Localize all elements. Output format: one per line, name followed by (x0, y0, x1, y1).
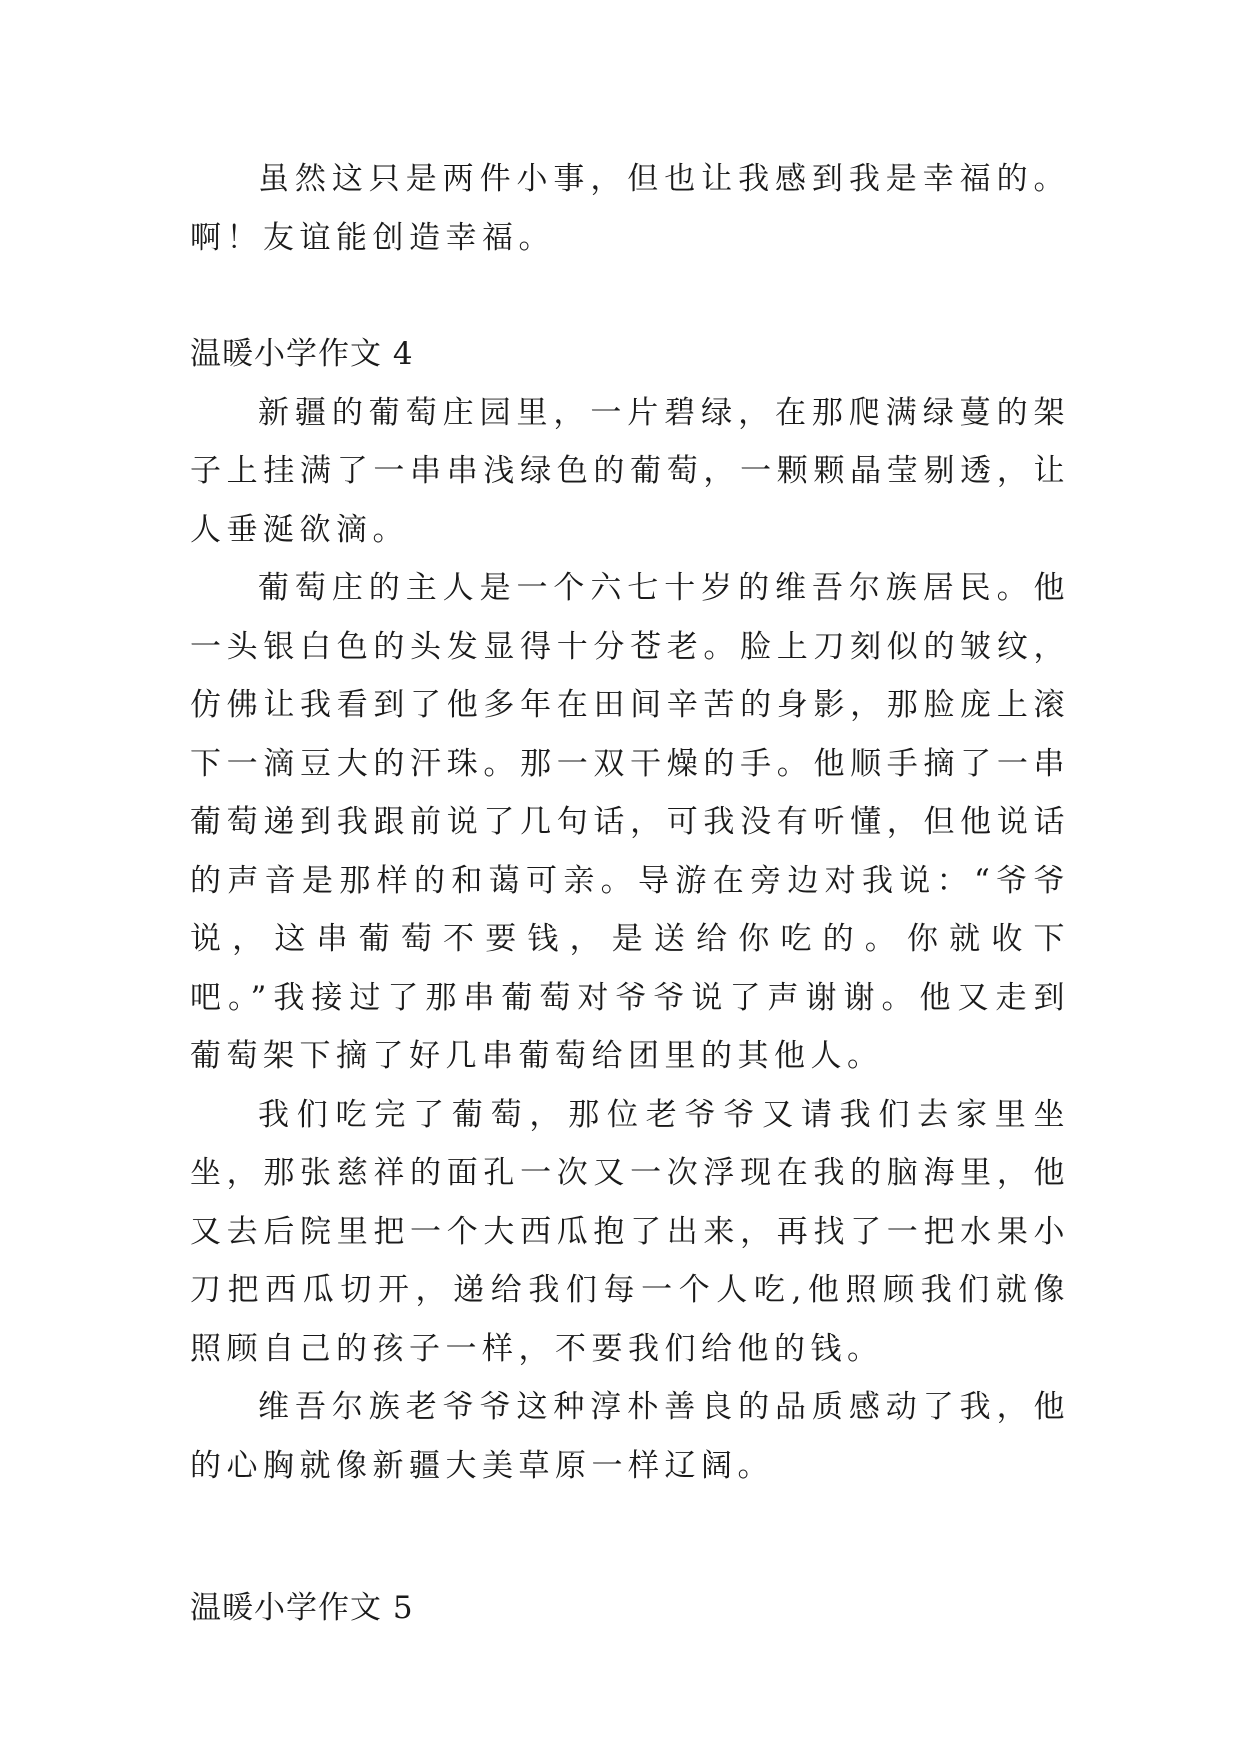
section-heading-4: 温暖小学作文 4 (190, 336, 414, 372)
paragraph-owner: 葡萄庄的主人是一个六七十岁的维吾尔族居民。他一头银白色的头发显得十分苍老。脸上刀刻似的皱纹，仿佛让我看到了他多年在田间辛苦的身影，那脸庞上滚下一滴豆大的汗珠。那一双干燥的手。他顺手摘了一串葡萄递到我跟前说了几句话，可我没有听懂，但他说话的声音是那样的和蔼可亲。导游在旁边对我说：“爷爷说，这串葡萄不要钱，是送给你吃的。你就收下吧。”我接过了那串葡萄对爷爷说了声谢谢。他又走到葡萄架下摘了好几串葡萄给团里的其他人。 (190, 570, 1070, 1074)
section-heading-5: 温暖小学作文 5 (190, 1590, 414, 1626)
paragraph-watermelon: 我们吃完了葡萄，那位老爷爷又请我们去家里坐坐，那张慈祥的面孔一次又一次浮现在我的脑海里，他又去后院里把一个大西瓜抱了出来，再找了一把水果小刀把西瓜切开，递给我们每一个人吃,他照顾我们就像照顾自己的孩子一样，不要我们给他的钱。 (190, 1096, 1070, 1367)
paragraph-conclusion: 维吾尔族老爷爷这种淳朴善良的品质感动了我，他的心胸就像新疆大美草原一样辽阔。 (190, 1389, 1070, 1484)
paragraph-vineyard: 新疆的葡萄庄园里，一片碧绿，在那爬满绿蔓的架子上挂满了一串串浅绿色的葡萄，一颗颗晶莹剔透，让人垂涎欲滴。 (190, 394, 1070, 548)
paragraph-intro: 虽然这只是两件小事，但也让我感到我是幸福的。啊！友谊能创造幸福。 (190, 161, 1070, 256)
document-page (190, 150, 1070, 1638)
